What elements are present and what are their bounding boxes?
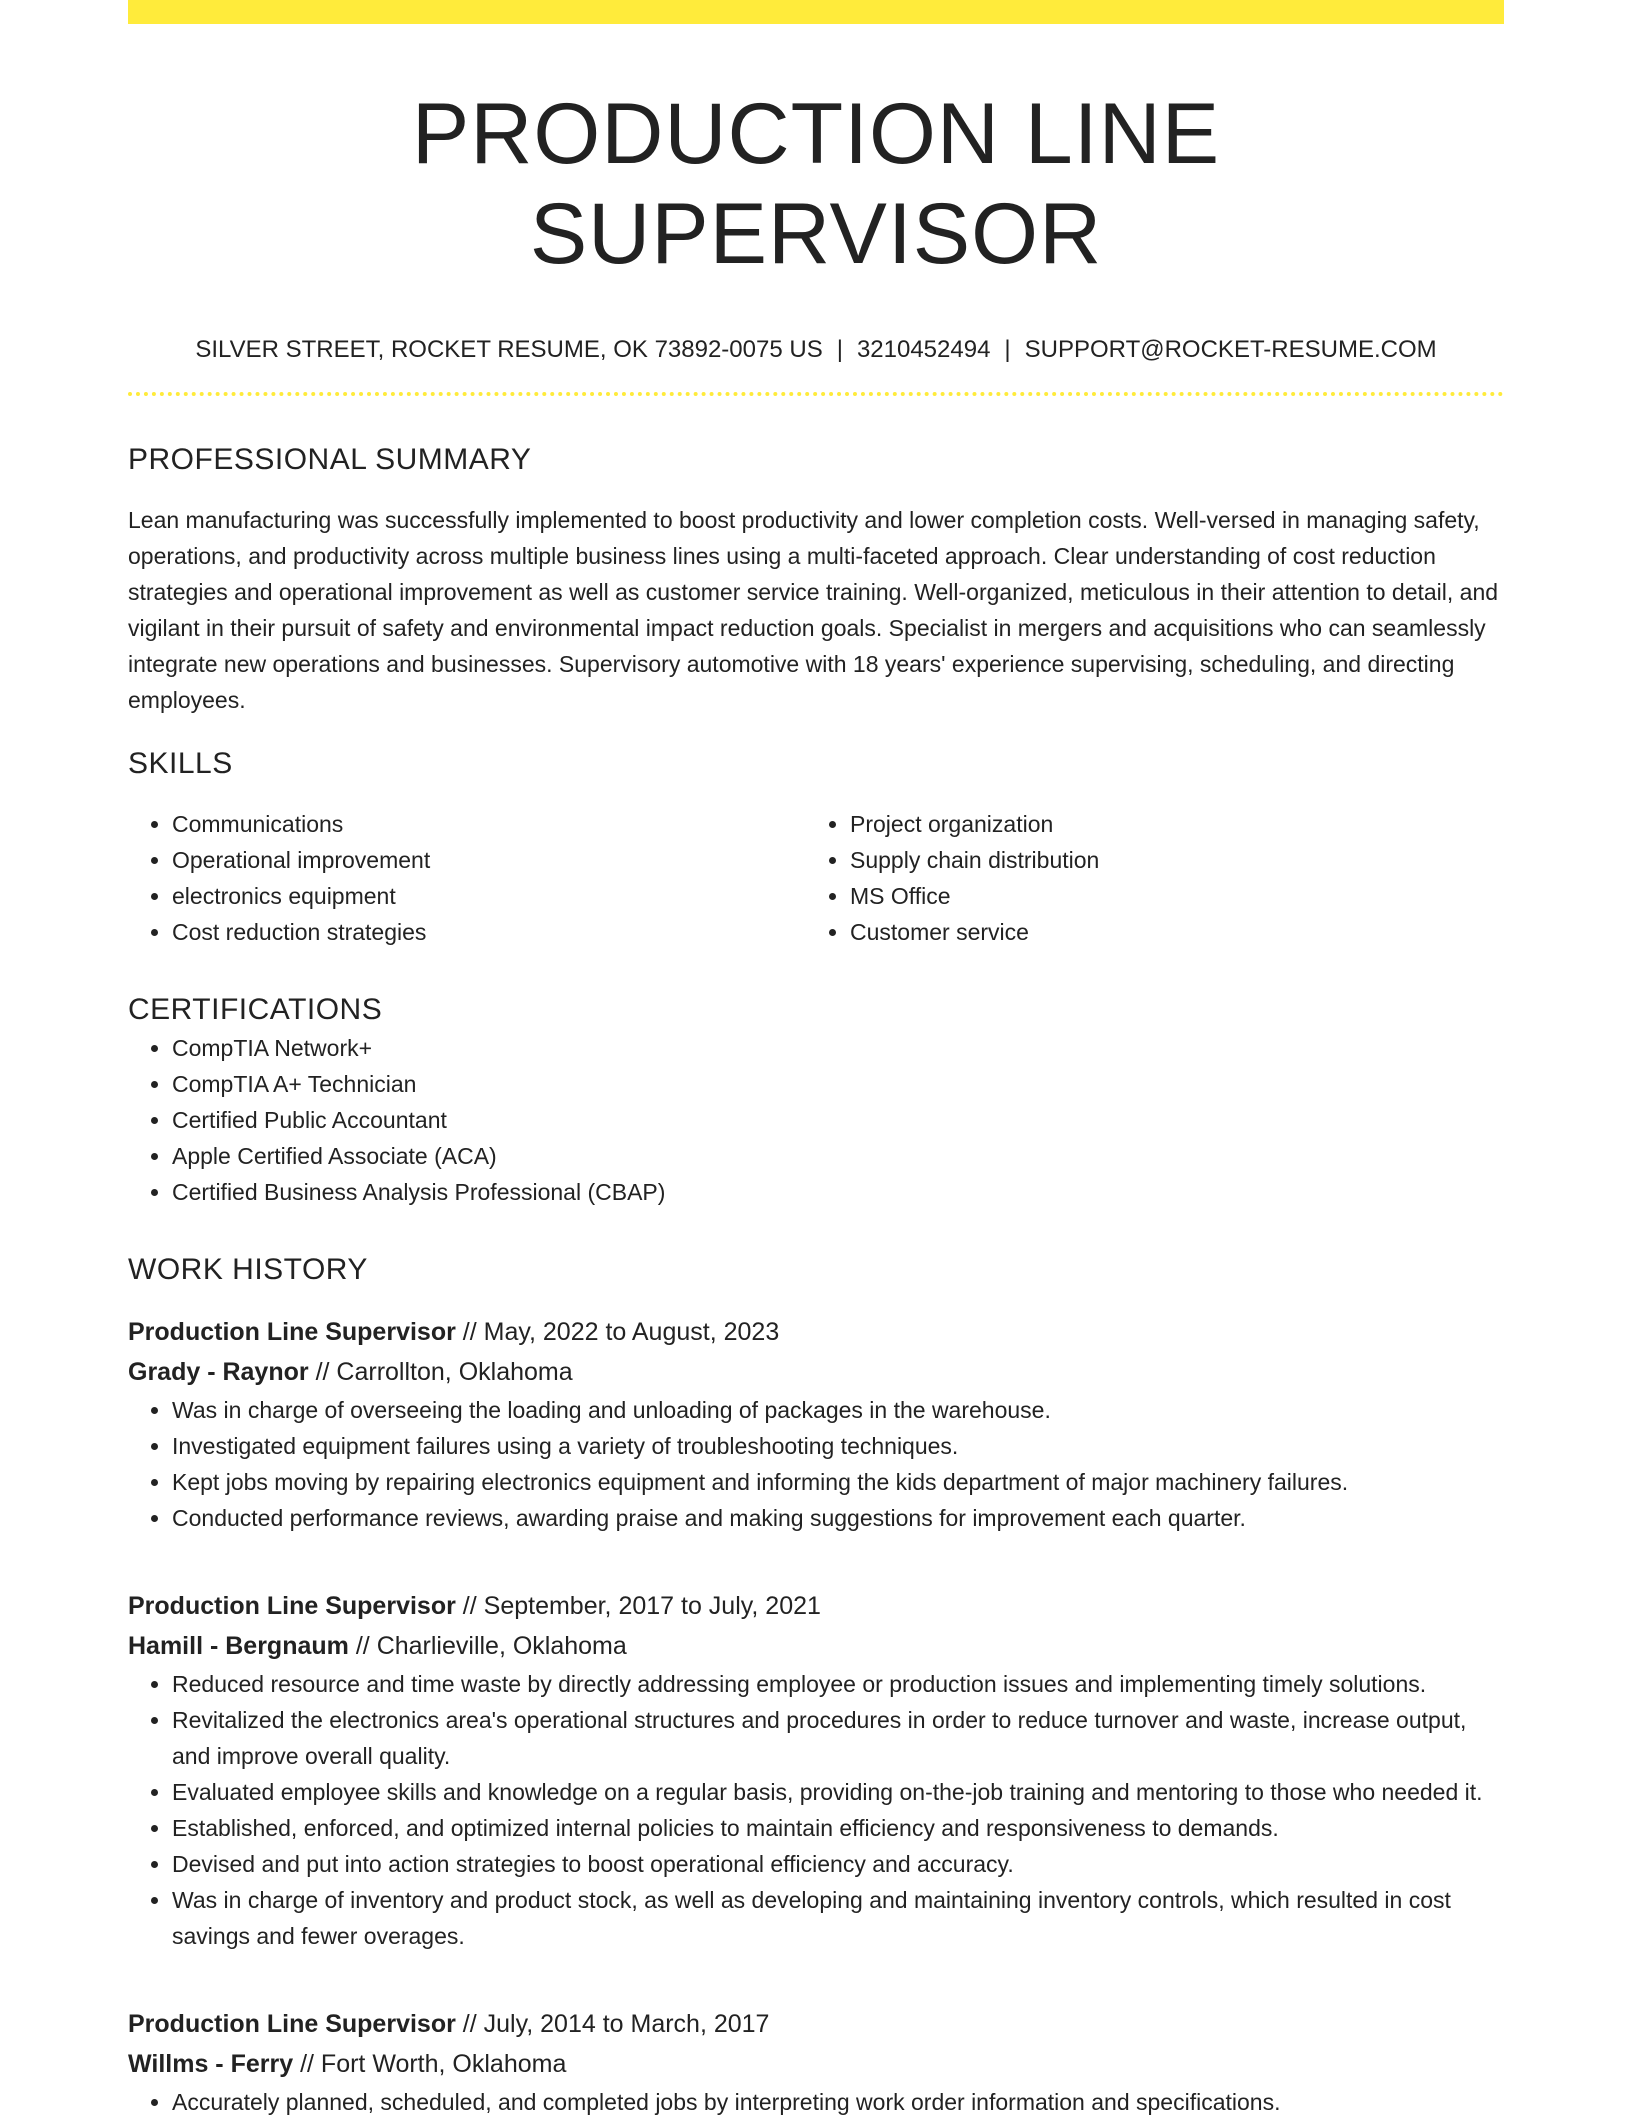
job-bullet: • Accurately planned, scheduled, and completed jobs by interpreting work order information and specifications.: [172, 2084, 1504, 2120]
skills-heading: SKILLS: [128, 747, 233, 780]
skills-list-left: [128, 806, 806, 950]
certification-item: • CompTIA A+ Technician: [172, 1066, 1504, 1102]
job-company: Grady - Raynor: [128, 1358, 309, 1386]
job-location: Carrollton, Oklahoma: [336, 1358, 573, 1386]
job-bullet: • Conducted performance reviews, awarding praise and making suggestions for improvement each quarter.: [172, 1500, 1504, 1536]
contact-line: [128, 334, 1504, 366]
skill-item: • Customer service: [850, 914, 1484, 950]
job-role: Production Line Supervisor: [128, 1592, 456, 1620]
certifications-heading: CERTIFICATIONS: [128, 993, 383, 1026]
job-bullet: • Established, enforced, and optimized internal policies to maintain efficiency and responsiveness to demands.: [172, 1810, 1504, 1846]
job-divider: //: [300, 2050, 314, 2078]
job-divider: //: [462, 1592, 477, 1620]
certification-item: • CompTIA Network+: [172, 1030, 1504, 1066]
job-role-line: [128, 1586, 1504, 1626]
job-company-line: [128, 1626, 1504, 1666]
job-bullet: • Devised and put into action strategies to boost operational efficiency and accuracy.: [172, 1846, 1504, 1882]
job-dates: May, 2022 to August, 2023: [483, 1318, 780, 1346]
contact-address: SILVER STREET, ROCKET RESUME, OK 73892-0075 US: [195, 336, 823, 363]
job-bullet: • Evaluated employee skills and knowledge on a regular basis, providing on-the-job training and mentoring to those who needed it.: [172, 1774, 1504, 1810]
job-bullet: • Was in charge of overseeing the loading and unloading of packages in the warehouse.: [172, 1392, 1504, 1428]
skill-item: • Communications: [172, 806, 806, 842]
job-company: Hamill - Bergnaum: [128, 1632, 349, 1660]
certification-item: • Certified Public Accountant: [172, 1102, 1504, 1138]
resume-page: [128, 0, 1504, 2120]
skill-item: • Operational improvement: [172, 842, 806, 878]
job-role: Production Line Supervisor: [128, 1318, 456, 1346]
job-bullet: • Kept jobs moving by repairing electronics equipment and informing the kids department of major machinery failures.: [172, 1464, 1504, 1500]
job-divider: //: [462, 2010, 477, 2038]
skills-column-left: [128, 806, 806, 950]
summary-text: Lean manufacturing was successfully implemented to boost productivity and lower completion costs. Well-versed in managing safety, operations, and productivity across multiple business lines using a multi-faceted approach. Clear understanding of cost reduction strategies and operational improvement as well as customer service training. Well-organized, meticulous in their attention to detail, and vigilant in their pursuit of safety and environmental impact reduction goals. Specialist in mergers and acquisitions who can seamlessly integrate new operations and businesses. Supervisory automotive with 18 years' experience supervising, scheduling, and directing employees.: [128, 507, 1499, 713]
job-divider: //: [355, 1632, 370, 1660]
job-bullets: [128, 2084, 1504, 2120]
job-dates: July, 2014 to March, 2017: [483, 2010, 770, 2038]
job-entry: [128, 1586, 1504, 1954]
job-company-line: [128, 2044, 1504, 2084]
certification-item: • Certified Business Analysis Professional (CBAP): [172, 1174, 1504, 1210]
work-history-heading: WORK HISTORY: [128, 1253, 368, 1286]
contact-separator: |: [1004, 336, 1011, 363]
skill-item: • Cost reduction strategies: [172, 914, 806, 950]
job-bullets: [128, 1666, 1504, 1954]
top-accent-bar: [128, 0, 1504, 24]
job-divider: //: [462, 1318, 477, 1346]
job-bullet: • Investigated equipment failures using a variety of troubleshooting techniques.: [172, 1428, 1504, 1464]
job-company-line: [128, 1352, 1504, 1392]
contact-email: SUPPORT@ROCKET-RESUME.COM: [1024, 336, 1437, 363]
skills-column-right: [806, 806, 1484, 950]
skill-item: • Supply chain distribution: [850, 842, 1484, 878]
contact-separator: |: [836, 336, 843, 363]
skill-item: • MS Office: [850, 878, 1484, 914]
job-location: Fort Worth, Oklahoma: [320, 2050, 567, 2078]
certification-item: • Apple Certified Associate (ACA): [172, 1138, 1504, 1174]
job-divider: //: [315, 1358, 330, 1386]
job-bullet: • Revitalized the electronics area's operational structures and procedures in order to reduce turnover and waste, increase output, and improve overall quality.: [172, 1702, 1504, 1774]
job-company: Willms - Ferry: [128, 2050, 294, 2078]
job-dates: September, 2017 to July, 2021: [483, 1592, 821, 1620]
job-role: Production Line Supervisor: [128, 2010, 456, 2038]
resume-name: PRODUCTION LINE SUPERVISOR: [411, 86, 1221, 282]
job-entry: [128, 1312, 1504, 1536]
job-entry: [128, 2004, 1504, 2120]
job-location: Charlieville, Oklahoma: [376, 1632, 627, 1660]
job-role-line: [128, 2004, 1504, 2044]
certifications-list: [128, 1030, 1504, 1210]
skill-item: • electronics equipment: [172, 878, 806, 914]
contact-phone: 3210452494: [856, 336, 991, 363]
job-bullet: • Reduced resource and time waste by directly addressing employee or production issues and implementing timely solutions.: [172, 1666, 1504, 1702]
job-bullet: • Was in charge of inventory and product stock, as well as developing and maintaining inventory controls, which resulted in cost savings and fewer overages.: [172, 1882, 1504, 1954]
skills-grid: [128, 806, 1504, 950]
job-role-line: [128, 1312, 1504, 1352]
job-bullets: [128, 1392, 1504, 1536]
header-divider: [128, 392, 1504, 396]
skill-item: • Project organization: [850, 806, 1484, 842]
skills-list-right: [806, 806, 1484, 950]
summary-heading: PROFESSIONAL SUMMARY: [128, 443, 532, 476]
